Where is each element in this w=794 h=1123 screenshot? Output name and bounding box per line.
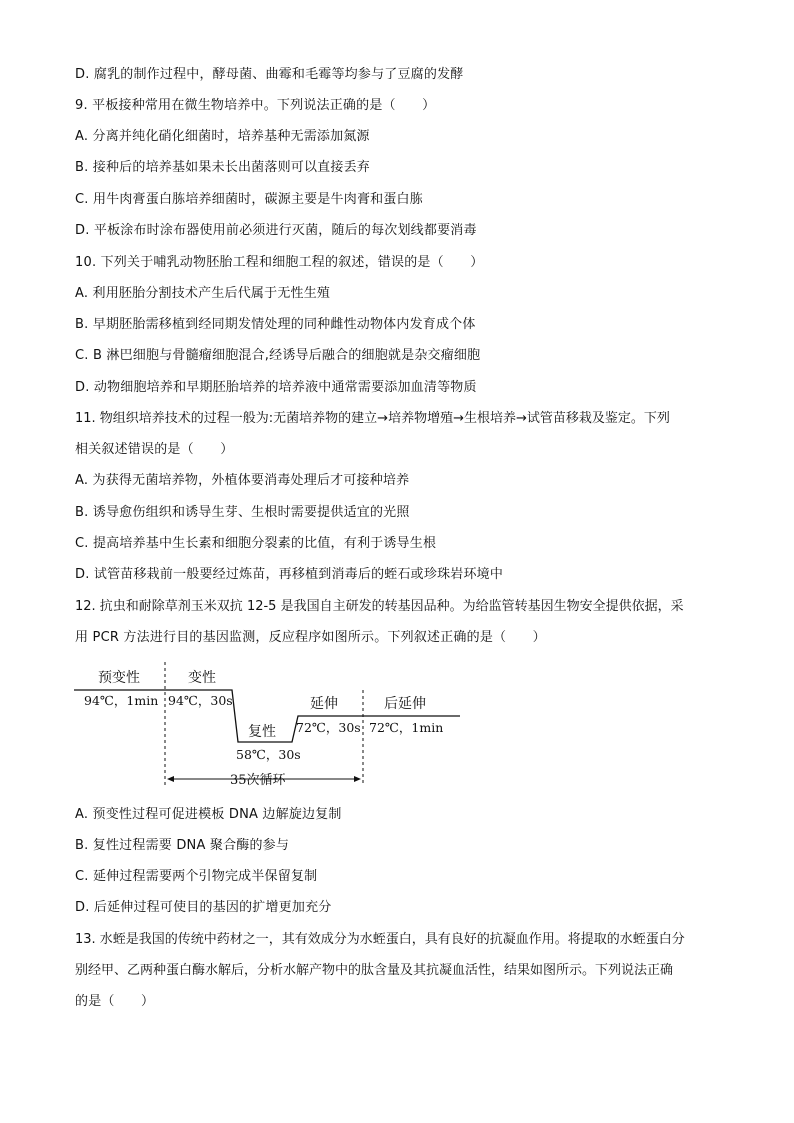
- question-13-stem-line2: 别经甲、乙两种蛋白酶水解后，分析水解产物中的肽含量及其抗凝血活性，结果如图所示。下列说法正确: [75, 963, 674, 978]
- cond-predenature-label: 94℃，1min: [84, 693, 159, 708]
- cond-denature-label: 94℃，30s: [168, 693, 233, 708]
- cond-anneal-label: 58℃，30s: [236, 747, 301, 762]
- stage-final-extend-label: 后延伸: [384, 696, 426, 712]
- option-12b: B. 复性过程需要 DNA 聚合酶的参与: [75, 838, 290, 853]
- question-13-stem-line1: 13. 水蛭是我国的传统中药材之一，其有效成分为水蛭蛋白，具有良好的抗凝血作用。将提取的水蛭蛋白分: [75, 932, 685, 947]
- stage-extend-label: 延伸: [310, 696, 338, 712]
- option-10b: B. 早期胚胎需移植到经同期发情处理的同种雌性动物体内发育成个体: [75, 317, 476, 332]
- stage-denature-label: 变性: [188, 670, 216, 686]
- question-11-stem-line2: 相关叙述错误的是（ ）: [75, 442, 234, 457]
- option-11b: B. 诱导愈伤组织和诱导生芽、生根时需要提供适宜的光照: [75, 505, 410, 520]
- question-13-stem-line3: 的是（ ）: [75, 994, 155, 1009]
- cycle-arrow-left-head: [167, 776, 174, 782]
- option-11c: C. 提高培养基中生长素和细胞分裂素的比值，有利于诱导生根: [75, 536, 437, 551]
- option-10a: A. 利用胚胎分割技术产生后代属于无性生殖: [75, 286, 331, 301]
- question-12-stem-line1: 12. 抗虫和耐除草剂玉米双抗 12-5 是我国自主研发的转基因品种。为给监管转基因生物安全提供依据，采: [75, 599, 684, 614]
- option-11d: D. 试管苗移栽前一般要经过炼苗，再移植到消毒后的蛭石或珍珠岩环境中: [75, 567, 504, 582]
- option-9d: D. 平板涂布时涂布器使用前必须进行灭菌，随后的每次划线都要消毒: [75, 223, 477, 238]
- pcr-program-diagram: [70, 660, 470, 790]
- question-12-stem-line2: 用 PCR 方法进行目的基因监测，反应程序如图所示。下列叙述正确的是（ ）: [75, 630, 546, 645]
- question-10-stem: 10. 下列关于哺乳动物胚胎工程和细胞工程的叙述，错误的是（ ）: [75, 255, 484, 270]
- option-10d: D. 动物细胞培养和早期胚胎培养的培养液中通常需要添加血清等物质: [75, 380, 477, 395]
- question-9-stem: 9. 平板接种常用在微生物培养中。下列说法正确的是（ ）: [75, 98, 436, 113]
- cycle-arrow-right-head: [354, 776, 361, 782]
- stage-predenature-label: 预变性: [98, 670, 140, 686]
- option-12a: A. 预变性过程可促进模板 DNA 边解旋边复制: [75, 807, 342, 822]
- option-12d: D. 后延伸过程可使目的基因的扩增更加充分: [75, 900, 332, 915]
- cond-final-extend-label: 72℃，1min: [369, 720, 444, 735]
- option-9b: B. 接种后的培养基如果未长出菌落则可以直接丢弃: [75, 160, 370, 175]
- option-8d: D. 腐乳的制作过程中，酵母菌、曲霉和毛霉等均参与了豆腐的发酵: [75, 67, 464, 82]
- option-10c: C. B 淋巴细胞与骨髓瘤细胞混合,经诱导后融合的细胞就是杂交瘤细胞: [75, 348, 481, 363]
- cond-extend-label: 72℃，30s: [296, 720, 361, 735]
- option-11a: A. 为获得无菌培养物，外植体要消毒处理后才可接种培养: [75, 473, 410, 488]
- stage-anneal-label: 复性: [248, 724, 276, 740]
- option-9a: A. 分离并纯化硝化细菌时，培养基种无需添加氮源: [75, 129, 370, 144]
- question-11-stem-line1: 11. 物组织培养技术的过程一般为:无菌培养物的建立→培养物增殖→生根培养→试管苗移栽及鉴定。下列: [75, 411, 670, 426]
- option-9c: C. 用牛肉膏蛋白胨培养细菌时，碳源主要是牛肉膏和蛋白胨: [75, 192, 423, 207]
- cycles-label: 35次循环: [230, 773, 286, 788]
- option-12c: C. 延伸过程需要两个引物完成半保留复制: [75, 869, 318, 884]
